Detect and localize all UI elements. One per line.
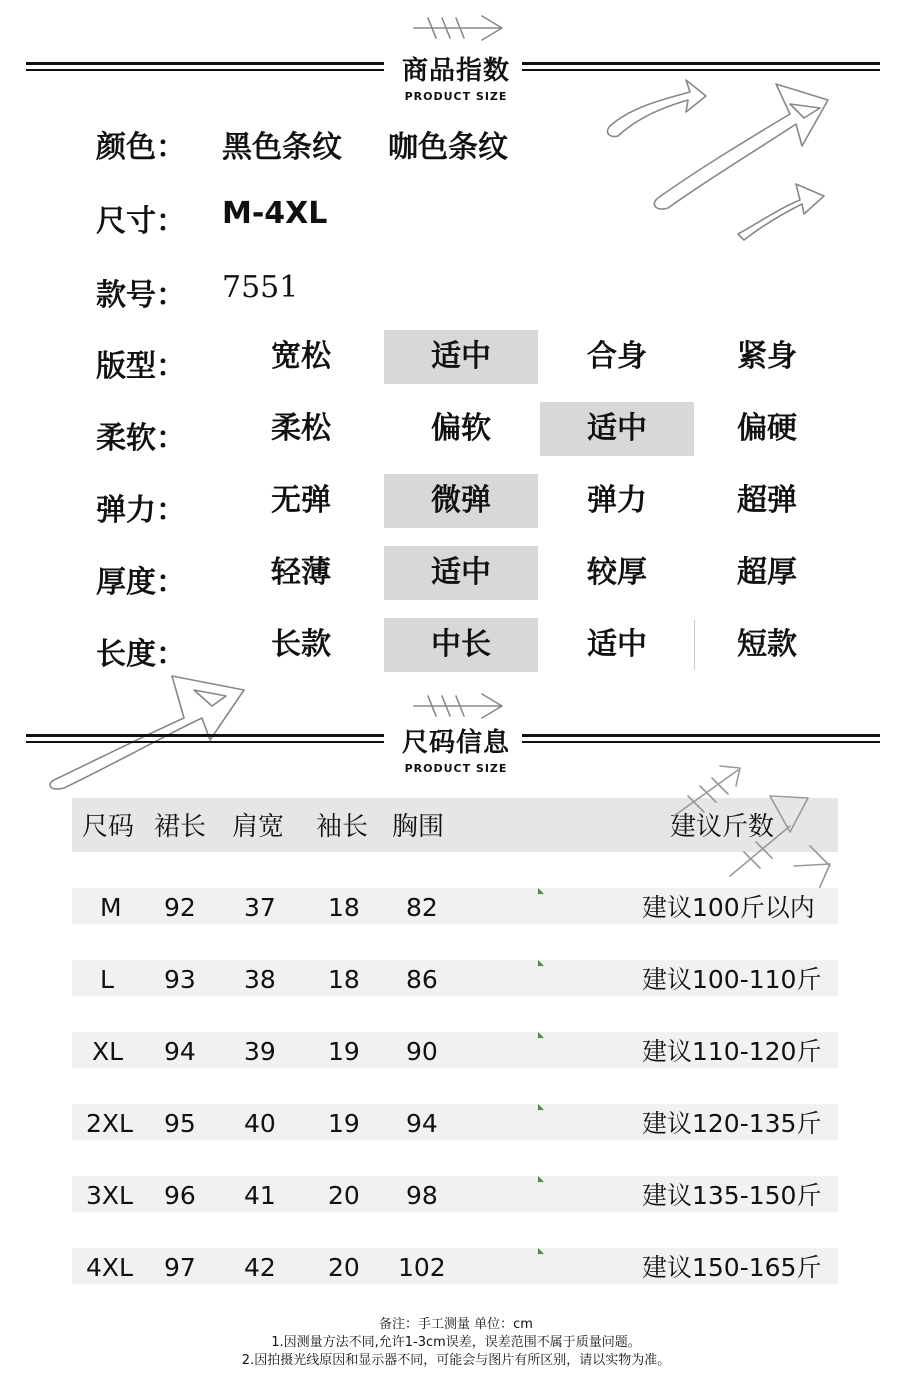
- table-row: [72, 1104, 838, 1140]
- cell-dress-length: 97: [164, 1253, 196, 1282]
- cell-shoulder: 40: [244, 1109, 276, 1138]
- cell-bust: 90: [406, 1037, 438, 1066]
- cell-size: XL: [92, 1037, 124, 1066]
- color-option-1: 黑色条纹: [222, 130, 342, 165]
- decorative-arrows-table: [660, 756, 840, 906]
- length-option: 适中: [587, 627, 647, 662]
- color-label: 颜色：: [96, 130, 186, 165]
- cell-weight: 建议110-120斤: [642, 1037, 822, 1066]
- cell-size: M: [100, 893, 122, 922]
- length-option-selected: 中长: [384, 618, 538, 672]
- table-row: [72, 1032, 838, 1068]
- section-header-product-index: [0, 50, 912, 110]
- size-label: 尺寸：: [96, 204, 186, 239]
- length-label: 长度：: [96, 637, 186, 672]
- header-shoulder: 肩宽: [232, 812, 285, 842]
- fit-option: 紧身: [737, 339, 797, 374]
- row-marker: [538, 960, 544, 966]
- table-row: [72, 960, 838, 996]
- note-measurement: 备注：手工测量 单位：cm: [379, 1317, 533, 1332]
- header-size: 尺码: [82, 812, 135, 842]
- cell-shoulder: 37: [244, 893, 276, 922]
- cell-weight: 建议120-135斤: [642, 1109, 822, 1138]
- header-dress-length: 裙长: [154, 812, 207, 842]
- cell-weight: 建议100-110斤: [642, 965, 822, 994]
- cell-bust: 86: [406, 965, 438, 994]
- softness-option: 偏软: [431, 411, 491, 446]
- softness-option: 柔松: [271, 411, 331, 446]
- style-number: 7551: [222, 270, 299, 305]
- header-sleeve: 袖长: [316, 812, 369, 842]
- cell-shoulder: 41: [244, 1181, 276, 1210]
- fit-option: 宽松: [271, 339, 331, 374]
- elasticity-option: 超弹: [737, 483, 797, 518]
- cell-dress-length: 93: [164, 965, 196, 994]
- fit-option-selected: 适中: [384, 330, 538, 384]
- cell-weight: 建议150-165斤: [642, 1253, 822, 1282]
- decorative-arrow-small-mid: [410, 688, 510, 720]
- cell-bust: 98: [406, 1181, 438, 1210]
- row-marker: [538, 1104, 544, 1110]
- cell-sleeve: 19: [328, 1109, 360, 1138]
- cell-sleeve: 19: [328, 1037, 360, 1066]
- table-row: [72, 888, 838, 924]
- fit-label: 版型：: [96, 349, 186, 384]
- cell-shoulder: 39: [244, 1037, 276, 1066]
- cell-size: 3XL: [86, 1181, 133, 1210]
- cell-sleeve: 18: [328, 965, 360, 994]
- color-option-2: 咖色条纹: [388, 130, 508, 165]
- section-subtitle: PRODUCT SIZE: [404, 762, 508, 775]
- elasticity-label: 弹力：: [96, 493, 186, 528]
- cell-bust: 102: [398, 1253, 446, 1282]
- thickness-option: 超厚: [737, 555, 797, 590]
- thickness-option: 较厚: [587, 555, 647, 590]
- note-tolerance: 1.因测量方法不同,允许1-3cm误差，误差范围不属于质量问题。: [271, 1335, 641, 1350]
- cell-shoulder: 38: [244, 965, 276, 994]
- cell-size: L: [100, 965, 114, 994]
- header-bust: 胸围: [392, 812, 445, 842]
- elasticity-option: 无弹: [271, 483, 331, 518]
- header-weight: 建议斤数: [670, 812, 775, 842]
- cell-shoulder: 42: [244, 1253, 276, 1282]
- cell-bust: 82: [406, 893, 438, 922]
- row-marker: [538, 1032, 544, 1038]
- row-marker: [538, 1176, 544, 1182]
- row-marker: [538, 1248, 544, 1254]
- softness-option: 偏硬: [737, 411, 797, 446]
- cell-size: 2XL: [86, 1109, 133, 1138]
- cell-size: 4XL: [86, 1253, 133, 1282]
- elasticity-option: 弹力: [587, 483, 647, 518]
- table-row: [72, 1176, 838, 1212]
- section-title: 商品指数: [401, 56, 510, 86]
- decorative-arrow-small-top: [410, 10, 510, 42]
- cell-sleeve: 20: [328, 1253, 360, 1282]
- style-number-label: 款号：: [96, 278, 186, 313]
- thickness-label: 厚度：: [96, 565, 186, 600]
- softness-option-selected: 适中: [540, 402, 694, 456]
- cell-dress-length: 92: [164, 893, 196, 922]
- row-marker: [538, 888, 544, 894]
- thickness-option: 轻薄: [271, 555, 331, 590]
- cell-dress-length: 96: [164, 1181, 196, 1210]
- thickness-option-selected: 适中: [384, 546, 538, 600]
- cell-weight: 建议100斤以内: [642, 893, 815, 922]
- decorative-arrows-top: [590, 8, 850, 248]
- table-row: [72, 1248, 838, 1284]
- elasticity-option-selected: 微弹: [384, 474, 538, 528]
- cell-weight: 建议135-150斤: [642, 1181, 822, 1210]
- size-range: M-4XL: [222, 196, 328, 231]
- note-color-difference: 2.因拍摄光线原因和显示器不同，可能会与图片有所区别，请以实物为准。: [241, 1353, 671, 1368]
- softness-label: 柔软：: [96, 421, 186, 456]
- section-subtitle: PRODUCT SIZE: [404, 90, 508, 103]
- cell-dress-length: 94: [164, 1037, 196, 1066]
- section-title: 尺码信息: [401, 728, 510, 758]
- length-option: 长款: [271, 627, 331, 662]
- cell-dress-length: 95: [164, 1109, 196, 1138]
- cell-bust: 94: [406, 1109, 438, 1138]
- cell-sleeve: 20: [328, 1181, 360, 1210]
- length-option: 短款: [737, 627, 797, 662]
- cell-sleeve: 18: [328, 893, 360, 922]
- fit-option: 合身: [587, 339, 647, 374]
